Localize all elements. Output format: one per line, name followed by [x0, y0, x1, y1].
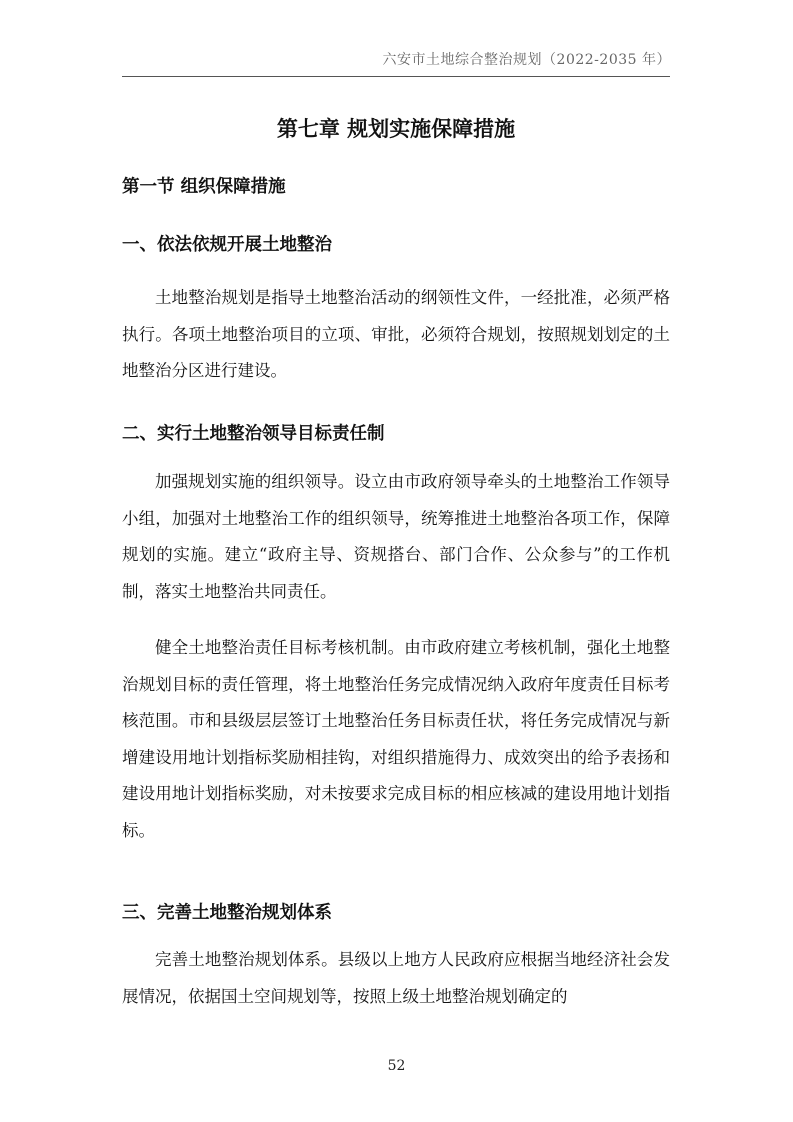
paragraph-4: 完善土地整治规划体系。县级以上地方人民政府应根据当地经济社会发展情况，依据国土空间规划等，按照上级土地整治规划确定的 — [122, 950, 670, 1006]
paragraph-3: 健全土地整治责任目标考核机制。由市政府建立考核机制，强化土地整治规划目标的责任管理，将土地整治任务完成情况纳入政府年度责任目标考核范围。市和县级层层签订土地整治任务目标责任状，将任务完成情况与新增建设用地计划指标奖励相挂钩，对组织措施得力、成效突出的给予表扬和建设用地计划指标奖励，对未按要求完成目标的相应核减的建设用地计划指标。 — [122, 638, 670, 840]
chapter-title: 第七章 规划实施保障措施 — [276, 117, 516, 141]
section-title: 第一节 组织保障措施 — [122, 177, 286, 197]
running-header: 六安市土地综合整治规划（2022-2035 年） — [382, 52, 671, 68]
page-number: 52 — [387, 1058, 406, 1074]
subsection-title-1: 一、依法依规开展土地整治 — [122, 235, 332, 255]
paragraph-1: 土地整治规划是指导土地整治活动的纲领性文件，一经批准，必须严格执行。各项土地整治项目的立项、审批，必须符合规划，按照规划划定的土地整治分区进行建设。 — [122, 288, 670, 381]
subsection-title-3: 三、完善土地整治规划体系 — [122, 903, 332, 923]
header-divider — [122, 76, 670, 77]
subsection-title-2: 二、实行土地整治领导目标责任制 — [122, 424, 385, 444]
paragraph-2: 加强规划实施的组织领导。设立由市政府领导牵头的土地整治工作领导小组，加强对土地整治工作的组织领导，统筹推进土地整治各项工作，保障规划的实施。建立“政府主导、资规搭台、部门合作、公众参与”的工作机制，落实土地整治共同责任。 — [122, 472, 670, 601]
